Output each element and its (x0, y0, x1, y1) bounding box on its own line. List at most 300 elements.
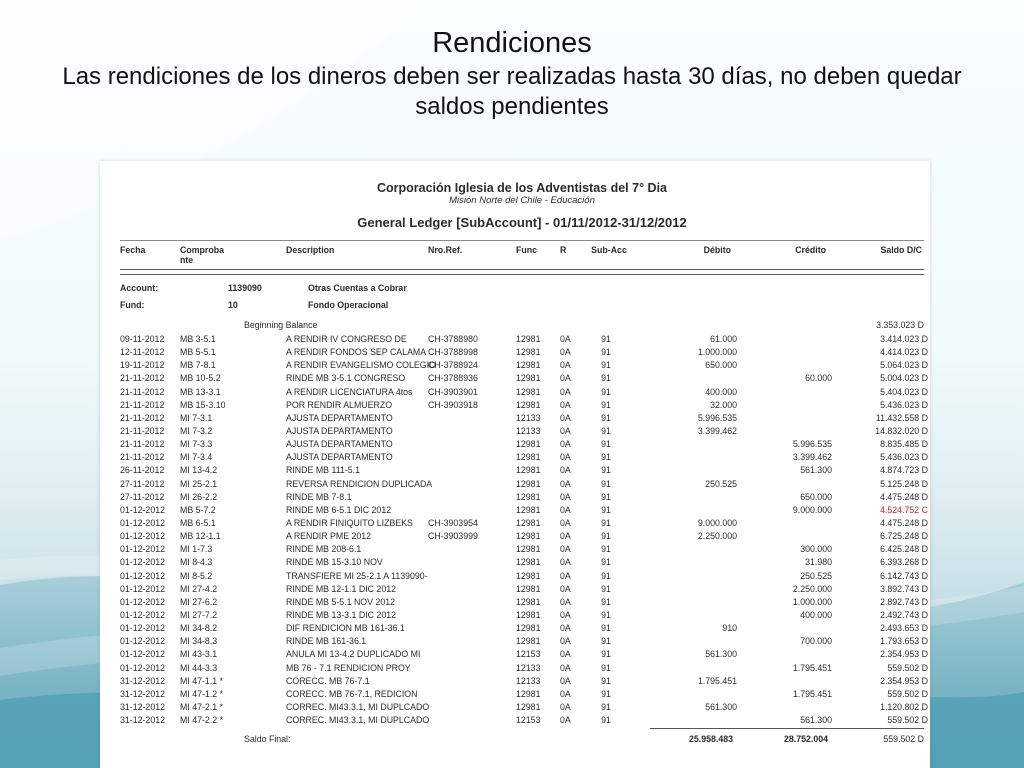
table-row (120, 478, 928, 491)
fund-name: Fondo Operacional (308, 300, 389, 310)
cell-r: 0A (560, 465, 571, 476)
cell-r: 0A (560, 688, 571, 699)
cell-comprobante: MI 47-2.2 * (180, 715, 224, 726)
cell-func: 12981 (516, 439, 541, 450)
cell-r: 0A (560, 531, 571, 542)
cell-func: 12981 (516, 347, 541, 358)
column-header-credito: Crédito (795, 245, 826, 255)
table-row (120, 609, 928, 622)
cell-description: A RENDIR LICENCIATURA 4tos (286, 386, 413, 397)
cell-subacc: 91 (601, 636, 611, 647)
cell-subacc: 91 (601, 504, 611, 515)
cell-subacc: 91 (601, 649, 611, 660)
cell-description: CORECC. MB 76-7.1, REDICION (286, 688, 418, 699)
cell-debito: 3.399.462 (697, 425, 737, 436)
totals-row (120, 733, 924, 745)
cell-r: 0A (560, 491, 571, 502)
cell-description: RINDE MB 208-6.1 (286, 544, 362, 555)
cell-func: 12153 (516, 715, 541, 726)
cell-fecha: 01-12-2012 (120, 596, 165, 607)
cell-r: 0A (560, 373, 571, 384)
cell-r: 0A (560, 425, 571, 436)
cell-credito: 700.000 (800, 636, 832, 647)
cell-r: 0A (560, 583, 571, 594)
table-row (120, 688, 928, 701)
cell-func: 12981 (516, 373, 541, 384)
table-row (120, 333, 928, 346)
beginning-balance-row (120, 320, 924, 331)
cell-comprobante: MI 7-3.3 (180, 439, 213, 450)
cell-description: CORREC. MI43.3.1, MI DUPLCADO (286, 701, 430, 712)
cell-subacc: 91 (601, 360, 611, 371)
totals-indent (120, 733, 244, 745)
cell-comprobante: MI 27-4.2 (180, 583, 218, 594)
cell-fecha: 21-11-2012 (120, 452, 165, 463)
cell-func: 12981 (516, 517, 541, 528)
cell-subacc: 91 (601, 425, 611, 436)
table-row (120, 648, 928, 661)
cell-func: 12981 (516, 623, 541, 634)
cell-saldo: 559.502 D (887, 662, 928, 673)
cell-nroref: CH-3788998 (428, 347, 478, 358)
column-header-fecha: Fecha (120, 245, 146, 255)
cell-comprobante: MI 13-4.2 (180, 465, 218, 476)
cell-saldo: 2.493.653 D (880, 623, 928, 634)
cell-subacc: 91 (601, 623, 611, 634)
totals-debit: 25.958.483 (688, 734, 733, 745)
cell-comprobante: MI 44-3.3 (180, 662, 218, 673)
cell-subacc: 91 (601, 531, 611, 542)
cell-saldo: 2.354.953 D (880, 649, 928, 660)
cell-func: 12981 (516, 334, 541, 344)
cell-saldo: 559.502 D (887, 715, 928, 726)
fund-row (120, 299, 924, 311)
cell-description: AJUSTA DEPARTAMENTO (286, 439, 393, 450)
cell-fecha: 31-12-2012 (120, 715, 165, 726)
table-row (120, 438, 928, 451)
fund-number: 10 (228, 300, 238, 310)
cell-r: 0A (560, 570, 571, 581)
cell-saldo: 5.125.248 D (880, 478, 928, 489)
ledger-header-row (120, 240, 924, 269)
cell-description: RINDE MB 5-5.1 NOV 2012 (286, 596, 396, 607)
cell-func: 12981 (516, 360, 541, 371)
table-row (120, 622, 928, 635)
cell-debito: 61.000 (710, 334, 737, 344)
cell-func: 12981 (516, 452, 541, 463)
cell-description: MB 76 - 7.1 RENDICION PROY (286, 662, 411, 673)
cell-comprobante: MI 27-6.2 (180, 596, 218, 607)
cell-r: 0A (560, 675, 571, 686)
cell-comprobante: MI 47-2.1 * (180, 701, 224, 712)
cell-debito: 2.250.000 (697, 531, 737, 542)
cell-credito: 5.996.535 (792, 439, 832, 450)
cell-description: RINDE MB 12-1.1 DIC 2012 (286, 583, 397, 594)
cell-func: 12981 (516, 636, 541, 647)
report-department: Misión Norte del Chile - Educación (449, 195, 595, 206)
cell-nroref: CH-3903918 (428, 399, 478, 410)
cell-credito: 250.525 (800, 570, 832, 581)
cell-comprobante: MI 8-5.2 (180, 570, 213, 581)
cell-debito: 650.000 (705, 360, 737, 371)
cell-saldo: 2.492.743 D (880, 609, 928, 620)
cell-comprobante: MB 5-5.1 (180, 347, 216, 358)
cell-nroref: CH-3903954 (428, 517, 478, 528)
cell-saldo: 4.475.248 D (880, 517, 928, 528)
cell-nroref: CH-3788936 (428, 373, 478, 384)
ledger-rows (120, 333, 928, 727)
cell-comprobante: MB 6-5.1 (180, 517, 216, 528)
cell-credito: 31.980 (805, 557, 832, 568)
cell-fecha: 01-12-2012 (120, 504, 165, 515)
cell-fecha: 21-11-2012 (120, 425, 165, 436)
cell-subacc: 91 (601, 517, 611, 528)
table-row (120, 596, 928, 609)
cell-r: 0A (560, 649, 571, 660)
cell-comprobante: MB 15-3.10 (180, 399, 226, 410)
column-header-comprobante (180, 245, 286, 266)
cell-saldo: 4.475.248 D (880, 491, 928, 502)
cell-func: 12981 (516, 504, 541, 515)
cell-description: AJUSTA DEPARTAMENTO (286, 452, 393, 463)
cell-saldo: 3.414.023 D (880, 334, 928, 344)
cell-credito: 2.250.000 (792, 583, 832, 594)
table-row (120, 372, 928, 385)
cell-fecha: 19-11-2012 (120, 360, 165, 371)
cell-subacc: 91 (601, 662, 611, 673)
cell-func: 12981 (516, 688, 541, 699)
table-row (120, 425, 928, 438)
account-row (120, 282, 924, 294)
cell-subacc: 91 (601, 334, 611, 344)
cell-description: AJUSTA DEPARTAMENTO (286, 425, 393, 436)
table-row (120, 675, 928, 688)
cell-r: 0A (560, 715, 571, 726)
table-row (120, 701, 928, 714)
cell-debito: 5.996.535 (697, 412, 737, 423)
table-row (120, 346, 928, 359)
cell-subacc: 91 (601, 399, 611, 410)
totals-rule (650, 728, 924, 729)
cell-subacc: 91 (601, 452, 611, 463)
cell-func: 12133 (516, 425, 541, 436)
cell-subacc: 91 (601, 688, 611, 699)
cell-comprobante: MB 13-3.1 (180, 386, 221, 397)
cell-r: 0A (560, 412, 571, 423)
cell-credito: 60.000 (805, 373, 832, 384)
cell-credito: 9.000.000 (792, 504, 832, 515)
cell-fecha: 27-11-2012 (120, 491, 165, 502)
cell-saldo: 5.436.023 D (880, 399, 928, 410)
cell-subacc: 91 (601, 570, 611, 581)
account-number: 1139090 (228, 283, 262, 293)
cell-func: 12153 (516, 649, 541, 660)
cell-fecha: 01-12-2012 (120, 609, 165, 620)
table-row (120, 543, 928, 556)
totals-credit: 28.752.004 (783, 734, 828, 745)
cell-comprobante: MI 1-7.3 (180, 544, 213, 555)
table-row (120, 504, 928, 517)
totals-label: Saldo Final: (244, 734, 291, 745)
table-row (120, 464, 928, 477)
cell-comprobante: MB 3-5.1 (180, 334, 216, 344)
cell-saldo: 5.404.023 D (880, 386, 928, 397)
cell-subacc: 91 (601, 478, 611, 489)
cell-func: 12981 (516, 583, 541, 594)
cell-func: 12981 (516, 531, 541, 542)
cell-fecha: 31-12-2012 (120, 688, 165, 699)
cell-saldo: 5.436.023 D (880, 452, 928, 463)
cell-saldo: 5.064.023 D (880, 360, 928, 371)
cell-saldo: 2.892.743 D (880, 596, 928, 607)
cell-saldo: 1.120.802 D (880, 701, 928, 712)
column-header-subacc: Sub-Acc (591, 245, 627, 255)
cell-fecha: 21-11-2012 (120, 439, 165, 450)
cell-description: RINDE MB 161-36.1 (286, 636, 367, 647)
cell-saldo: 6.393.268 D (880, 557, 928, 568)
cell-debito: 1.795.451 (697, 675, 737, 686)
totals-saldo: 559.502 D (883, 734, 924, 745)
account-label: Account: (120, 283, 159, 293)
cell-description: A RENDIR PME 2012 (286, 531, 372, 542)
table-row (120, 412, 928, 425)
cell-subacc: 91 (601, 386, 611, 397)
cell-debito: 561.300 (705, 701, 737, 712)
cell-func: 12981 (516, 570, 541, 581)
cell-fecha: 21-11-2012 (120, 399, 165, 410)
cell-comprobante: MI 47-1.2 * (180, 688, 224, 699)
cell-fecha: 26-11-2012 (120, 465, 165, 476)
cell-subacc: 91 (601, 412, 611, 423)
cell-fecha: 01-12-2012 (120, 662, 165, 673)
cell-fecha: 12-11-2012 (120, 347, 165, 358)
cell-description: CORECC. MB 76-7.1 (286, 675, 370, 686)
cell-nroref: CH-3788924 (428, 360, 478, 371)
cell-fecha: 01-12-2012 (120, 649, 165, 660)
cell-r: 0A (560, 662, 571, 673)
cell-comprobante: MI 7-3.2 (180, 425, 213, 436)
cell-r: 0A (560, 609, 571, 620)
cell-debito: 561.300 (705, 649, 737, 660)
cell-description: A RENDIR FONDOS SEP CALAMA (286, 347, 427, 358)
cell-func: 12981 (516, 491, 541, 502)
cell-fecha: 09-11-2012 (120, 334, 165, 344)
table-row (120, 662, 928, 675)
cell-subacc: 91 (601, 609, 611, 620)
cell-description: DIF RENDICION MB 161-36.1 (286, 623, 405, 634)
cell-description: A RENDIR IV CONGRESO DE (286, 334, 407, 344)
cell-saldo: 4.524.752 C (880, 504, 928, 515)
cell-fecha: 31-12-2012 (120, 675, 165, 686)
cell-r: 0A (560, 399, 571, 410)
cell-subacc: 91 (601, 701, 611, 712)
cell-fecha: 21-11-2012 (120, 412, 165, 423)
cell-comprobante: MI 47-1.1 * (180, 675, 224, 686)
fund-label: Fund: (120, 300, 145, 310)
cell-nroref: CH-3903999 (428, 531, 478, 542)
cell-r: 0A (560, 386, 571, 397)
cell-saldo: 8.835.485 D (880, 439, 928, 450)
cell-subacc: 91 (601, 557, 611, 568)
cell-debito: 400.000 (705, 386, 737, 397)
cell-subacc: 91 (601, 544, 611, 555)
cell-r: 0A (560, 504, 571, 515)
cell-r: 0A (560, 623, 571, 634)
cell-description: AJUSTA DEPARTAMENTO (286, 412, 393, 423)
cell-saldo: 3.892.743 D (880, 583, 928, 594)
table-row (120, 530, 928, 543)
report-organization: Corporación Iglesia de los Adventistas del 7° Dia (376, 181, 668, 195)
cell-debito: 32.000 (710, 399, 737, 410)
cell-func: 12981 (516, 596, 541, 607)
cell-saldo: 6.725.248 D (880, 531, 928, 542)
cell-comprobante: MI 8-4.3 (180, 557, 213, 568)
cell-saldo: 6.142.743 D (880, 570, 928, 581)
cell-saldo: 6.425.248 D (880, 544, 928, 555)
cell-debito: 1.000.000 (697, 347, 737, 358)
column-header-nroref: Nro.Ref. (428, 245, 463, 255)
cell-func: 12981 (516, 478, 541, 489)
table-row (120, 386, 928, 399)
cell-fecha: 01-12-2012 (120, 570, 165, 581)
cell-fecha: 01-12-2012 (120, 636, 165, 647)
cell-r: 0A (560, 701, 571, 712)
cell-subacc: 91 (601, 491, 611, 502)
cell-subacc: 91 (601, 596, 611, 607)
cell-subacc: 91 (601, 373, 611, 384)
cell-comprobante: MI 26-2.2 (180, 491, 218, 502)
cell-subacc: 91 (601, 675, 611, 686)
cell-saldo: 2.354.953 D (880, 675, 928, 686)
cell-credito: 561.300 (800, 465, 832, 476)
cell-nroref: CH-3788980 (428, 334, 478, 344)
cell-fecha: 27-11-2012 (120, 478, 165, 489)
cell-r: 0A (560, 452, 571, 463)
report-panel (100, 161, 930, 768)
slide-title: Rendiciones (432, 27, 592, 59)
cell-credito: 400.000 (800, 609, 832, 620)
cell-comprobante: MI 7-3.4 (180, 452, 213, 463)
slide-subtitle: Las rendiciones de los dineros deben ser realizadas hasta 30 días, no deben quedar saldos pendientes (62, 63, 962, 120)
cell-description: RINDE MB 7-8.1 (286, 491, 352, 502)
table-row (120, 399, 928, 412)
cell-comprobante: MI 27-7.2 (180, 609, 218, 620)
cell-saldo: 14.832.020 D (875, 425, 928, 436)
table-row (120, 635, 928, 648)
table-row (120, 517, 928, 530)
cell-comprobante: MB 5-7.2 (180, 504, 216, 515)
cell-r: 0A (560, 334, 571, 344)
cell-comprobante: MB 7-8.1 (180, 360, 216, 371)
column-header-saldo: Saldo D/C (880, 245, 922, 255)
cell-subacc: 91 (601, 715, 611, 726)
table-row (120, 714, 928, 727)
cell-comprobante: MI 34-8.2 (180, 623, 218, 634)
cell-fecha: 01-12-2012 (120, 544, 165, 555)
cell-debito: 910 (722, 623, 737, 634)
cell-saldo: 1.793.653 D (880, 636, 928, 647)
cell-subacc: 91 (601, 583, 611, 594)
cell-credito: 3.399.462 (792, 452, 832, 463)
cell-comprobante: MI 34-8.3 (180, 636, 218, 647)
cell-saldo: 4.874.723 D (880, 465, 928, 476)
table-row (120, 451, 928, 464)
beginning-balance-label: Beginning Balance (244, 320, 318, 330)
beginning-balance-indent (120, 320, 244, 331)
cell-description: RINDE MB 111-5.1 (286, 465, 360, 476)
cell-r: 0A (560, 636, 571, 647)
cell-r: 0A (560, 544, 571, 555)
cell-fecha: 01-12-2012 (120, 531, 165, 542)
general-ledger-report (100, 161, 930, 745)
column-header-r: R (560, 245, 567, 255)
cell-r: 0A (560, 596, 571, 607)
cell-debito: 250.525 (705, 478, 737, 489)
column-header-debito: Débito (703, 245, 731, 255)
cell-r: 0A (560, 557, 571, 568)
cell-fecha: 01-12-2012 (120, 517, 165, 528)
beginning-balance-value: 3.353.023 D (876, 320, 924, 330)
cell-comprobante: MB 10-5.2 (180, 373, 221, 384)
cell-saldo: 11.432.558 D (875, 412, 928, 423)
cell-subacc: 91 (601, 439, 611, 450)
column-header-func: Func (516, 245, 538, 255)
cell-func: 12981 (516, 609, 541, 620)
cell-description: ANULA MI 13-4.2 DUPLICADO MI (286, 649, 421, 660)
cell-func: 12133 (516, 675, 541, 686)
cell-func: 12981 (516, 386, 541, 397)
column-header-description: Description (286, 245, 335, 255)
cell-description: RINDE MB 13-3.1 DIC 2012 (286, 609, 397, 620)
cell-credito: 650.000 (800, 491, 832, 502)
cell-fecha: 01-12-2012 (120, 623, 165, 634)
table-row (120, 359, 928, 372)
cell-subacc: 91 (601, 347, 611, 358)
table-row (120, 583, 928, 596)
cell-r: 0A (560, 478, 571, 489)
cell-subacc: 91 (601, 465, 611, 476)
cell-saldo: 4.414.023 D (880, 347, 928, 358)
cell-comprobante: MI 43-3.1 (180, 649, 218, 660)
cell-credito: 1.795.451 (792, 688, 832, 699)
cell-fecha: 01-12-2012 (120, 557, 165, 568)
cell-credito: 1.795.451 (792, 662, 832, 673)
cell-fecha: 01-12-2012 (120, 583, 165, 594)
cell-fecha: 21-11-2012 (120, 373, 165, 384)
cell-nroref: CH-3903901 (428, 386, 478, 397)
cell-r: 0A (560, 517, 571, 528)
cell-description: CORREC. MI43.3.1, MI DUPLCADO (286, 715, 430, 726)
cell-description: A RENDIR FINIQUITO LIZBEKS (286, 517, 413, 528)
cell-description: POR RENDIR ALMUERZO (286, 399, 393, 410)
cell-fecha: 31-12-2012 (120, 701, 165, 712)
account-name: Otras Cuentas a Cobrar (308, 283, 407, 293)
cell-comprobante: MB 12-1.1 (180, 531, 221, 542)
cell-fecha: 21-11-2012 (120, 386, 165, 397)
cell-description: A RENDIR EVANGELISMO COLEGIO (286, 360, 436, 371)
cell-func: 12133 (516, 662, 541, 673)
cell-credito: 1.000.000 (792, 596, 832, 607)
cell-description: RINDE MB 6-5.1 DIC 2012 (286, 504, 392, 515)
cell-comprobante: MI 7-3.1 (180, 412, 213, 423)
header-double-rule (120, 269, 924, 275)
cell-func: 12981 (516, 399, 541, 410)
table-row (120, 491, 928, 504)
cell-r: 0A (560, 360, 571, 371)
cell-description: RINDE MB 3-5.1 CONGRESO (286, 373, 406, 384)
cell-r: 0A (560, 439, 571, 450)
table-row (120, 570, 928, 583)
